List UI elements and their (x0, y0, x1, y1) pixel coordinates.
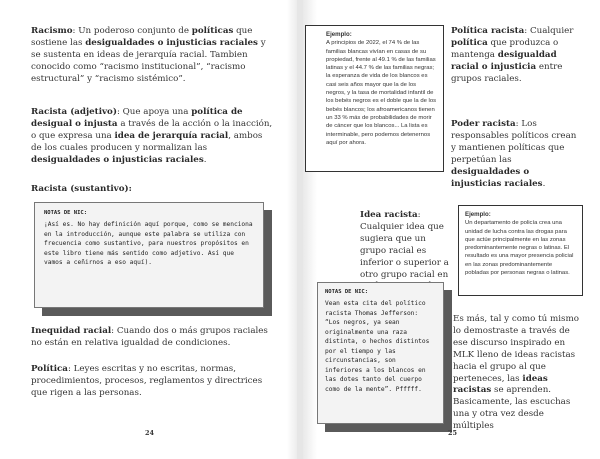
example-title: Ejemplo: (465, 211, 491, 218)
closing-paragraph: Es más, tal y como tú mismo lo demostraste a través de ese discurso inspirado en MLK lleno de ideas racistas hacia el grupo al que perteneces, las ideas racistas se aprenden. Basicamente, las escuchas una y otra vez desde múltiples (453, 314, 579, 432)
definition-politica-racista: Política racista: Cualquier política que produzca o mantenga desigualdad racial o injusticia entre grupos raciales. (451, 26, 574, 84)
example-body: Un departamento de policía crea una unidad de lucha contra las drogas para que actúe principalmente en las zonas predominantemente negras o latinas. El resultado es una mayor presencia policial en las zonas predominantemente pobladas por personas negras o latinas. (465, 220, 574, 277)
definition-idea-racista: Idea racista: Cualquier idea que sugiera que un grupo racial es inferior o superior a otro grupo racial en (360, 210, 449, 280)
definition-racismo: Racismo: Un poderoso conjunto de políticas que sostiene las desigualdades o injusticias raciales y se sustenta en ideas de jerarquía racial. Tambien conocido como “racismo institucional”, “racismo estructural” y “racismo sistémico”. (31, 26, 266, 84)
note-title: NOTAS DE NIC: (44, 210, 88, 216)
definition-racista-adjetivo: Racista (adjetivo): Que apoya una política de desigual o injusta a través de la acción o la inacción, o que expresa una idea de jerarquía racial, ambos de los cuales producen y normalizan las desigualdades o injusticias raciales. (31, 107, 273, 165)
left-page (0, 0, 297, 459)
definition-poder-racista: Poder racista: Los responsables políticos crean y mantienen políticas que perpetúan las desigualdades o injusticias raciales. (451, 119, 577, 189)
definition-inequidad-racial: Inequidad racial: Cuando dos o más grupos raciales no están en relativa igualdad de condiciones. (31, 326, 268, 348)
note-body: ¡Así es. No hay definición aquí porque, como se menciona en la introducción, aunque este palabra se utiliza con frecuencia como sustantivo, para nuestros propósitos en este libro tiene más sentido como adjetivo. Así que vamos a ceñirnos a eso aquí). (44, 221, 253, 266)
example-box-2 (458, 205, 583, 296)
page-number: 25 (448, 429, 458, 437)
note-title: NOTAS DE NIC: (325, 289, 369, 295)
note-body: Vean esta cita del político racista Thomas Jefferson: “Los negros, ya sean originalmente una raza distinta, o hechos distintos por el tiempo y las circunstancias, son inferiores a los blancos en las dotes tanto del cuerpo como de la mente”. Pfffff. (325, 300, 430, 393)
example-box-1 (305, 25, 444, 172)
definition-politica: Política: Leyes escritas y no escritas, normas, procedimientos, procesos, reglamentos y directrices que rigen a las personas. (31, 364, 263, 398)
right-page (303, 0, 600, 459)
page-number: 24 (145, 429, 155, 437)
example-body: A principios de 2022, el 74 % de las familias blancas vivían en casas de su propiedad, frente al 49.1 % de las familias latinas y el 44.7 % de las familias negras; la esperanza de vida de los blancos es casi seis años mayor que la de los negros, y la tasa de mortalidad infantil de los bebés negros es el doble que la de los bebés blancos; los afroamericanos tienen un 33 % más de probabilidades de morir de cáncer que los blancos... La lista es interminable, pero podemos detenernos aquí por ahora. (326, 40, 437, 146)
nic-note-2 (317, 282, 444, 424)
example-title: Ejemplo: (326, 31, 352, 38)
nic-note-1 (34, 202, 264, 308)
heading-racista-sustantivo: Racista (sustantivo): (31, 184, 132, 194)
